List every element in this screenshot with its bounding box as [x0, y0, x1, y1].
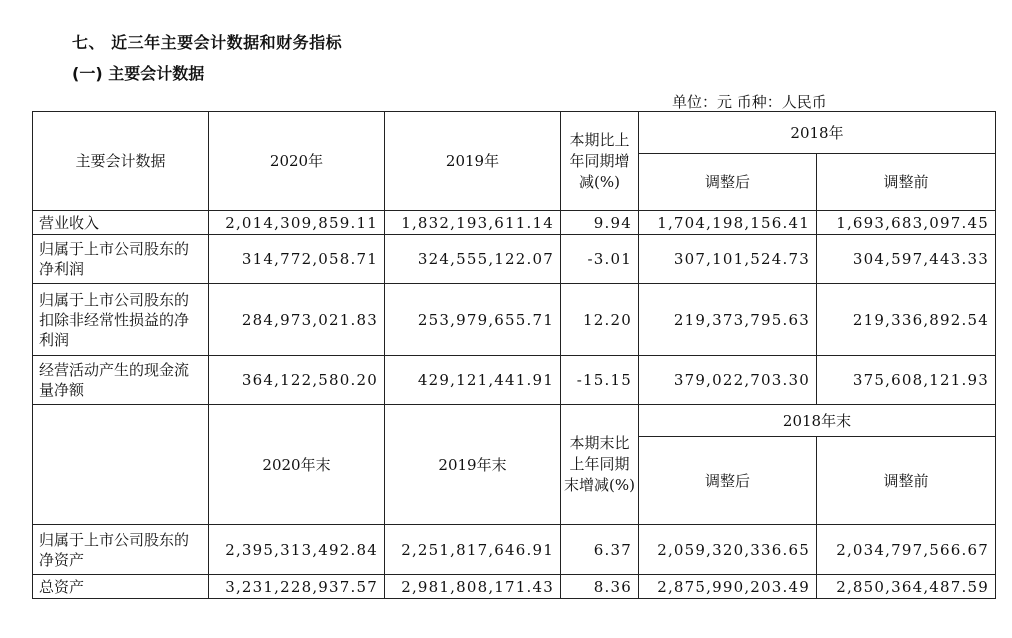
header-2019-end: 2019年末: [385, 405, 561, 525]
value-2020: 314,772,058.71: [209, 235, 385, 284]
value-2020: 2,395,313,492.84: [209, 525, 385, 575]
header-2018: 2018年: [639, 112, 996, 154]
value-before: 375,608,121.93: [817, 356, 996, 405]
value-change: 8.36: [561, 575, 639, 599]
row-label: 归属于上市公司股东的扣除非经常性损益的净利润: [33, 284, 209, 356]
value-change: 9.94: [561, 211, 639, 235]
value-after: 2,875,990,203.49: [639, 575, 817, 599]
table-row: [33, 356, 996, 405]
header-adjusted-after: 调整后: [639, 154, 817, 211]
header-adjusted-before: 调整前: [817, 437, 996, 525]
row-label: 归属于上市公司股东的净利润: [33, 235, 209, 284]
value-after: 379,022,703.30: [639, 356, 817, 405]
row-label: 经营活动产生的现金流量净额: [33, 356, 209, 405]
value-after: 307,101,524.73: [639, 235, 817, 284]
value-2020: 3,231,228,937.57: [209, 575, 385, 599]
value-2019: 1,832,193,611.14: [385, 211, 561, 235]
header-2020: 2020年: [209, 112, 385, 211]
value-2019: 429,121,441.91: [385, 356, 561, 405]
value-2019: 324,555,122.07: [385, 235, 561, 284]
table-row: [33, 211, 996, 235]
unit-note: 单位：元 币种：人民币: [672, 93, 827, 111]
header-adjusted-after: 调整后: [639, 437, 817, 525]
value-change: -3.01: [561, 235, 639, 284]
header-change-end: 本期末比上年同期末增减(%): [561, 405, 639, 525]
value-after: 219,373,795.63: [639, 284, 817, 356]
table-row: [33, 525, 996, 575]
value-2019: 2,251,817,646.91: [385, 525, 561, 575]
value-after: 2,059,320,336.65: [639, 525, 817, 575]
value-2020: 364,122,580.20: [209, 356, 385, 405]
value-after: 1,704,198,156.41: [639, 211, 817, 235]
header-adjusted-before: 调整前: [817, 154, 996, 211]
value-2019: 2,981,808,171.43: [385, 575, 561, 599]
value-2020: 284,973,021.83: [209, 284, 385, 356]
accounting-data-table: [32, 111, 996, 599]
header-change: 本期比上年同期增减(%): [561, 112, 639, 211]
value-before: 219,336,892.54: [817, 284, 996, 356]
value-before: 304,597,443.33: [817, 235, 996, 284]
value-2020: 2,014,309,859.11: [209, 211, 385, 235]
subsection-title: (一) 主要会计数据: [72, 64, 205, 83]
row-label: 归属于上市公司股东的净资产: [33, 525, 209, 575]
header-2019: 2019年: [385, 112, 561, 211]
header-2020-end: 2020年末: [209, 405, 385, 525]
section-title: 七、 近三年主要会计数据和财务指标: [72, 33, 343, 52]
value-change: 6.37: [561, 525, 639, 575]
value-before: 1,693,683,097.45: [817, 211, 996, 235]
value-change: 12.20: [561, 284, 639, 356]
row-label: 总资产: [33, 575, 209, 599]
value-before: 2,850,364,487.59: [817, 575, 996, 599]
value-2019: 253,979,655.71: [385, 284, 561, 356]
value-change: -15.15: [561, 356, 639, 405]
table-row: [33, 284, 996, 356]
value-before: 2,034,797,566.67: [817, 525, 996, 575]
header-item: 主要会计数据: [33, 112, 209, 211]
header-blank: [33, 405, 209, 525]
table-row: [33, 575, 996, 599]
row-label: 营业收入: [33, 211, 209, 235]
table-row: [33, 235, 996, 284]
header-2018-end: 2018年末: [639, 405, 996, 437]
